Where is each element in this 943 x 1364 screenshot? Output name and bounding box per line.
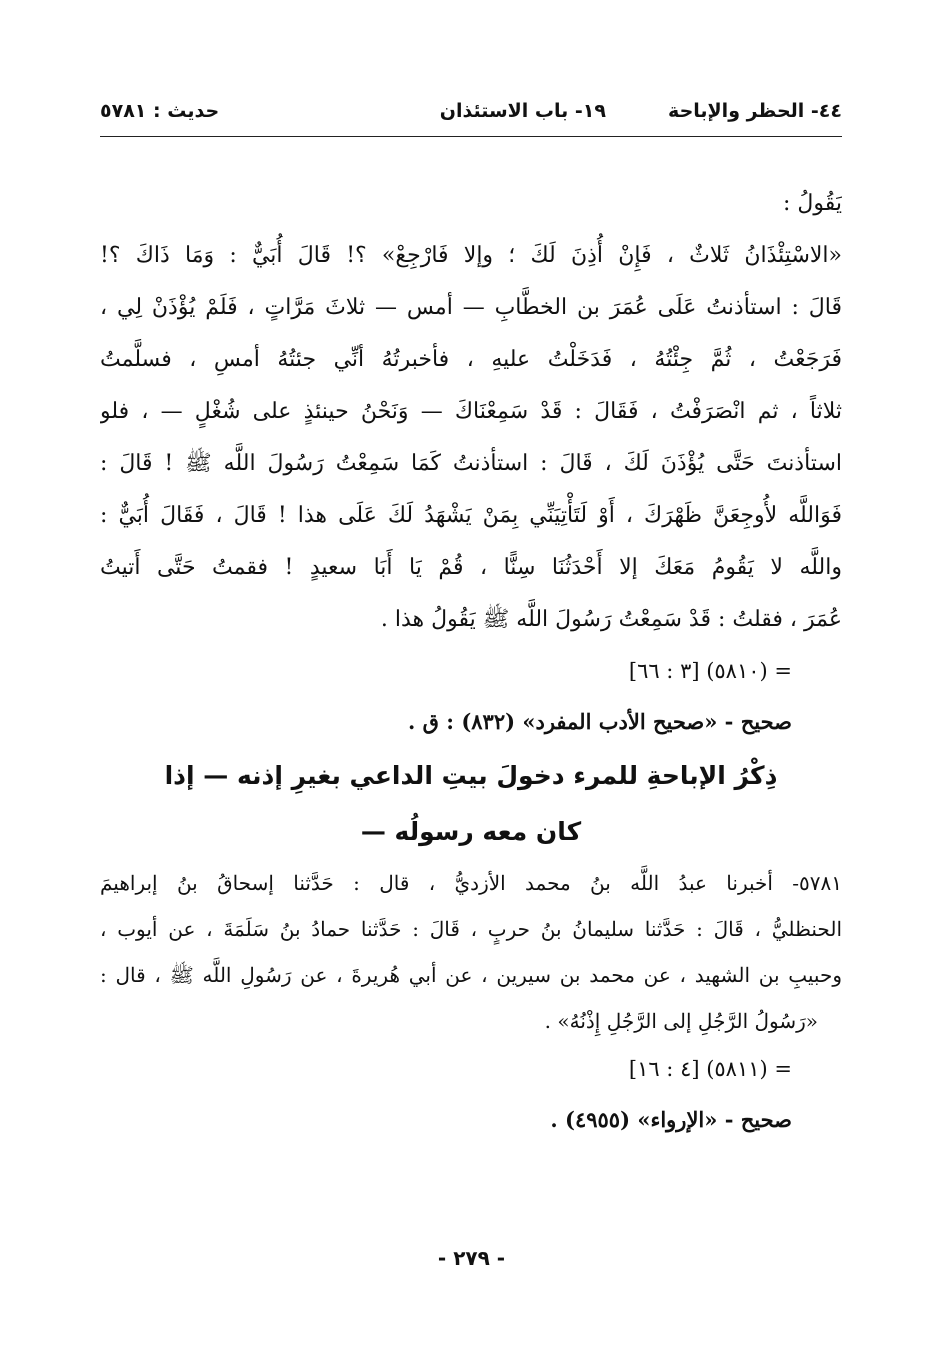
hadith-matn: «رَسُولُ الرَّجُلِ إلى الرَّجُلِ إِذْنُهُ» . — [544, 1009, 818, 1033]
page-number: - ٢٧٩ - — [437, 1246, 506, 1270]
page-body — [100, 178, 842, 1146]
text-line: فَرَجَعْتُ ، ثُمَّ جِئْتُهُ ، فَدَخَلْتُ عليهِ ، فأخبرتُهُ أنِّي جئتُهُ أمسِ ، فسلَّمتُ — [100, 347, 842, 372]
text-line: عُمَرَ ، فقلتُ : قَدْ سَمِعْتُ رَسُولَ اللَّه ﷺ يَقُولُ هذا . — [380, 607, 842, 632]
cross-reference: = (٥٨١١) [٤ : ١٦] — [628, 1057, 792, 1081]
text-line: ثلاثاً ، ثم انْصَرَفْتُ ، فَقَالَ : قَدْ سَمِعْنَاكَ — وَنَحْنُ حينئذٍ على شُغْلٍ — ، فلو — [100, 399, 842, 424]
text-line: «الاسْتِئْذَانُ ثَلاثٌ ، فَإِنْ أُذِنَ لَكَ ؛ وإلا فَارْجِعْ» ؟! قَالَ أُبَيٌّ : وَمَا ذَاكَ ؟! — [100, 243, 842, 268]
hadith-reference: حديث : ٥٧٨١ — [100, 100, 220, 122]
text-line: قَالَ : استأذنتُ عَلَى عُمَرَ بن الخطَّابِ — أمس — ثلاثَ مَرَّاتٍ ، فَلَمْ يُؤْذَنْ لِي ، — [100, 295, 842, 320]
text-line: واللَّه لا يَقُومُ مَعَكَ إلا أَحْدَثُنَا سِنًّا ، قُمْ يَا أَبَا سعيدٍ ! فقمتُ حَتَّى أَتيتُ — [100, 555, 842, 580]
cross-reference: = (٥٨١٠) [٣ : ٦٦] — [628, 659, 792, 683]
text-line: يَقُولُ : — [782, 191, 842, 216]
hadith-grade: صحيح - «صحيح الأدب المفرد» (٨٣٢) : ق . — [408, 709, 792, 734]
hadith-grade: صحيح - «الإرواء» (٤٩٥٥) . — [550, 1107, 792, 1132]
isnad-line: وحبيبِ بن الشهيد ، عن محمد بن سيرين ، عن أبي هُريرةَ ، عن رَسُولِ اللَّه ﷺ ، قال : — [100, 963, 842, 987]
section-title-line2: كان معه رسولُه — — [360, 817, 582, 846]
section-title-line1: ذِكْرُ الإباحةِ للمرء دخولَ بيتِ الداعي بغيرِ إذنه — إذا — [164, 761, 778, 790]
isnad-line: ٥٧٨١- أخبرنا عبدُ اللَّه بنُ محمد الأزديُّ ، قال : حَدَّثنا إسحاقُ بنُ إبراهيمَ — [100, 871, 842, 895]
text-line: فَوَاللَّه لأُوجِعَنَّ ظَهْرَكَ ، أَوْ لَتَأْتِيَنِّي بِمَنْ يَشْهَدُ لَكَ عَلَى هذا ! قَالَ ، فَقَالَ أُبَيٌّ : — [100, 503, 842, 528]
chapter-title: ١٩- باب الاستئذان — [439, 100, 606, 122]
text-line: استأذنتَ حَتَّى يُؤْذَنَ لَكَ ، قَالَ : استأذنتُ كَمَا سَمِعْتُ رَسُولَ اللَّه ﷺ ! قَالَ : — [100, 451, 842, 476]
header-rule — [100, 136, 842, 137]
book-title: ٤٤- الحظر والإباحة — [668, 100, 842, 122]
running-header — [100, 96, 842, 130]
isnad-line: الحنظليُّ ، قَالَ : حَدَّثنا سليمانُ بنُ حربٍ ، قَالَ : حَدَّثنا حمادُ بنُ سَلَمَةَ ، عن أيوب ، — [100, 917, 842, 941]
